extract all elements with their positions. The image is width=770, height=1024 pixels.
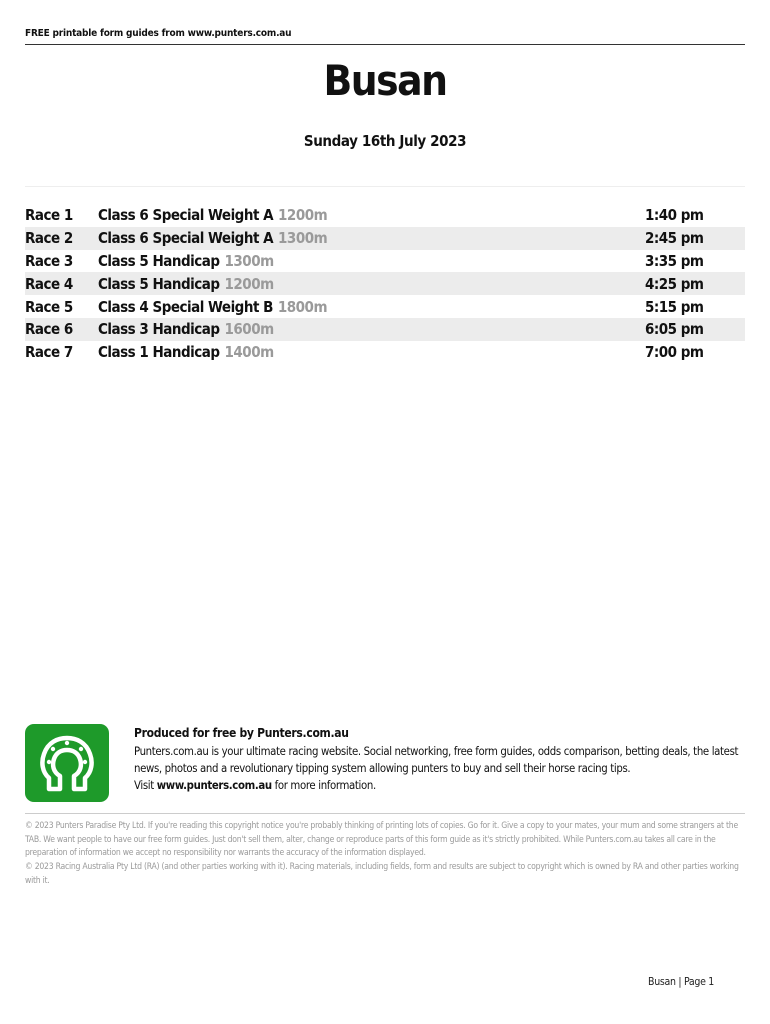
- horseshoe-icon: [36, 732, 98, 794]
- race-number: Race 6: [25, 320, 73, 339]
- race-list: [25, 204, 745, 364]
- race-distance: 1600m: [224, 320, 274, 339]
- race-number: Race 1: [25, 206, 73, 225]
- race-distance: 1800m: [277, 297, 328, 316]
- race-row: [25, 341, 745, 364]
- race-class: Class 3 Handicap: [98, 320, 220, 339]
- promo-block: [134, 726, 746, 794]
- race-row: [25, 204, 745, 227]
- race-number: Race 3: [25, 251, 73, 270]
- race-name: [98, 320, 645, 338]
- visit-link[interactable]: www.punters.com.au: [156, 779, 272, 792]
- page-footer: Busan | Page 1: [648, 976, 714, 988]
- race-row: [25, 318, 745, 341]
- race-name: [98, 343, 645, 361]
- section-divider: [25, 186, 745, 187]
- race-time: 2:45 pm: [645, 229, 704, 248]
- race-name: [98, 298, 645, 316]
- header-divider: [25, 44, 745, 45]
- race-time: 1:40 pm: [645, 206, 704, 225]
- race-number: Race 2: [25, 229, 73, 248]
- race-time: 6:05 pm: [645, 320, 704, 339]
- punters-logo: [25, 724, 109, 802]
- race-distance: 1300m: [224, 251, 274, 270]
- race-number: Race 4: [25, 274, 73, 293]
- legal-notice: [25, 820, 745, 889]
- race-time: 5:15 pm: [645, 297, 704, 316]
- race-name: [98, 252, 645, 270]
- header-note: FREE printable form guides from www.punters.com.au: [25, 28, 292, 39]
- race-row: [25, 295, 745, 318]
- meeting-date: Sunday 16th July 2023: [303, 132, 467, 150]
- copyright-punters: © 2023 Punters Paradise Pty Ltd. If you're reading this copyright notice you're probably thinking of printing lots of copies. Go for it. Give a copy to your mates, your mum and some strangers at the TAB. We want people to have our free form guides. Just don't sell them, alter, change or reproduce parts of this form guide as it's strictly prohibited. While Punters.com.au takes all care in the preparation of information we accept no responsibility nor warrants the accuracy of the information displayed.: [25, 821, 738, 859]
- race-class: Class 6 Special Weight A: [98, 206, 274, 225]
- race-class: Class 1 Handicap: [98, 343, 220, 362]
- legal-divider: [25, 813, 745, 814]
- race-distance: 1200m: [224, 274, 274, 293]
- race-time: 3:35 pm: [645, 251, 704, 270]
- race-name: [98, 206, 645, 224]
- race-name: [98, 229, 645, 247]
- visit-suffix: for more information.: [271, 779, 376, 792]
- race-distance: 1300m: [278, 229, 328, 248]
- promo-body: Punters.com.au is your ultimate racing website. Social networking, free form guides, odds comparison, betting deals, the latest news, photos and a revolutionary tipping system allowing punters to buy and sell their horse racing tips.: [134, 745, 739, 775]
- copyright-racing-australia: © 2023 Racing Australia Pty Ltd (RA) (and other parties working with it). Racing materials, including fields, form and results are subject to copyright which is owned by RA and other parties working with it.: [25, 862, 739, 886]
- race-name: [98, 275, 645, 293]
- race-row: [25, 250, 745, 273]
- race-distance: 1200m: [278, 206, 328, 225]
- race-class: Class 6 Special Weight A: [98, 229, 274, 248]
- promo-title: Produced for free by Punters.com.au: [134, 726, 349, 740]
- race-number: Race 5: [25, 297, 73, 316]
- race-row: [25, 227, 745, 250]
- race-row: [25, 272, 745, 295]
- race-number: Race 7: [25, 343, 73, 362]
- promo-visit: [134, 777, 746, 794]
- venue-title: Busan: [323, 56, 447, 105]
- race-class: Class 4 Special Weight B: [98, 297, 273, 316]
- visit-prefix: Visit: [134, 779, 157, 792]
- race-time: 4:25 pm: [645, 274, 704, 293]
- race-time: 7:00 pm: [645, 343, 704, 362]
- race-distance: 1400m: [224, 343, 274, 362]
- race-class: Class 5 Handicap: [98, 251, 220, 270]
- race-class: Class 5 Handicap: [98, 274, 220, 293]
